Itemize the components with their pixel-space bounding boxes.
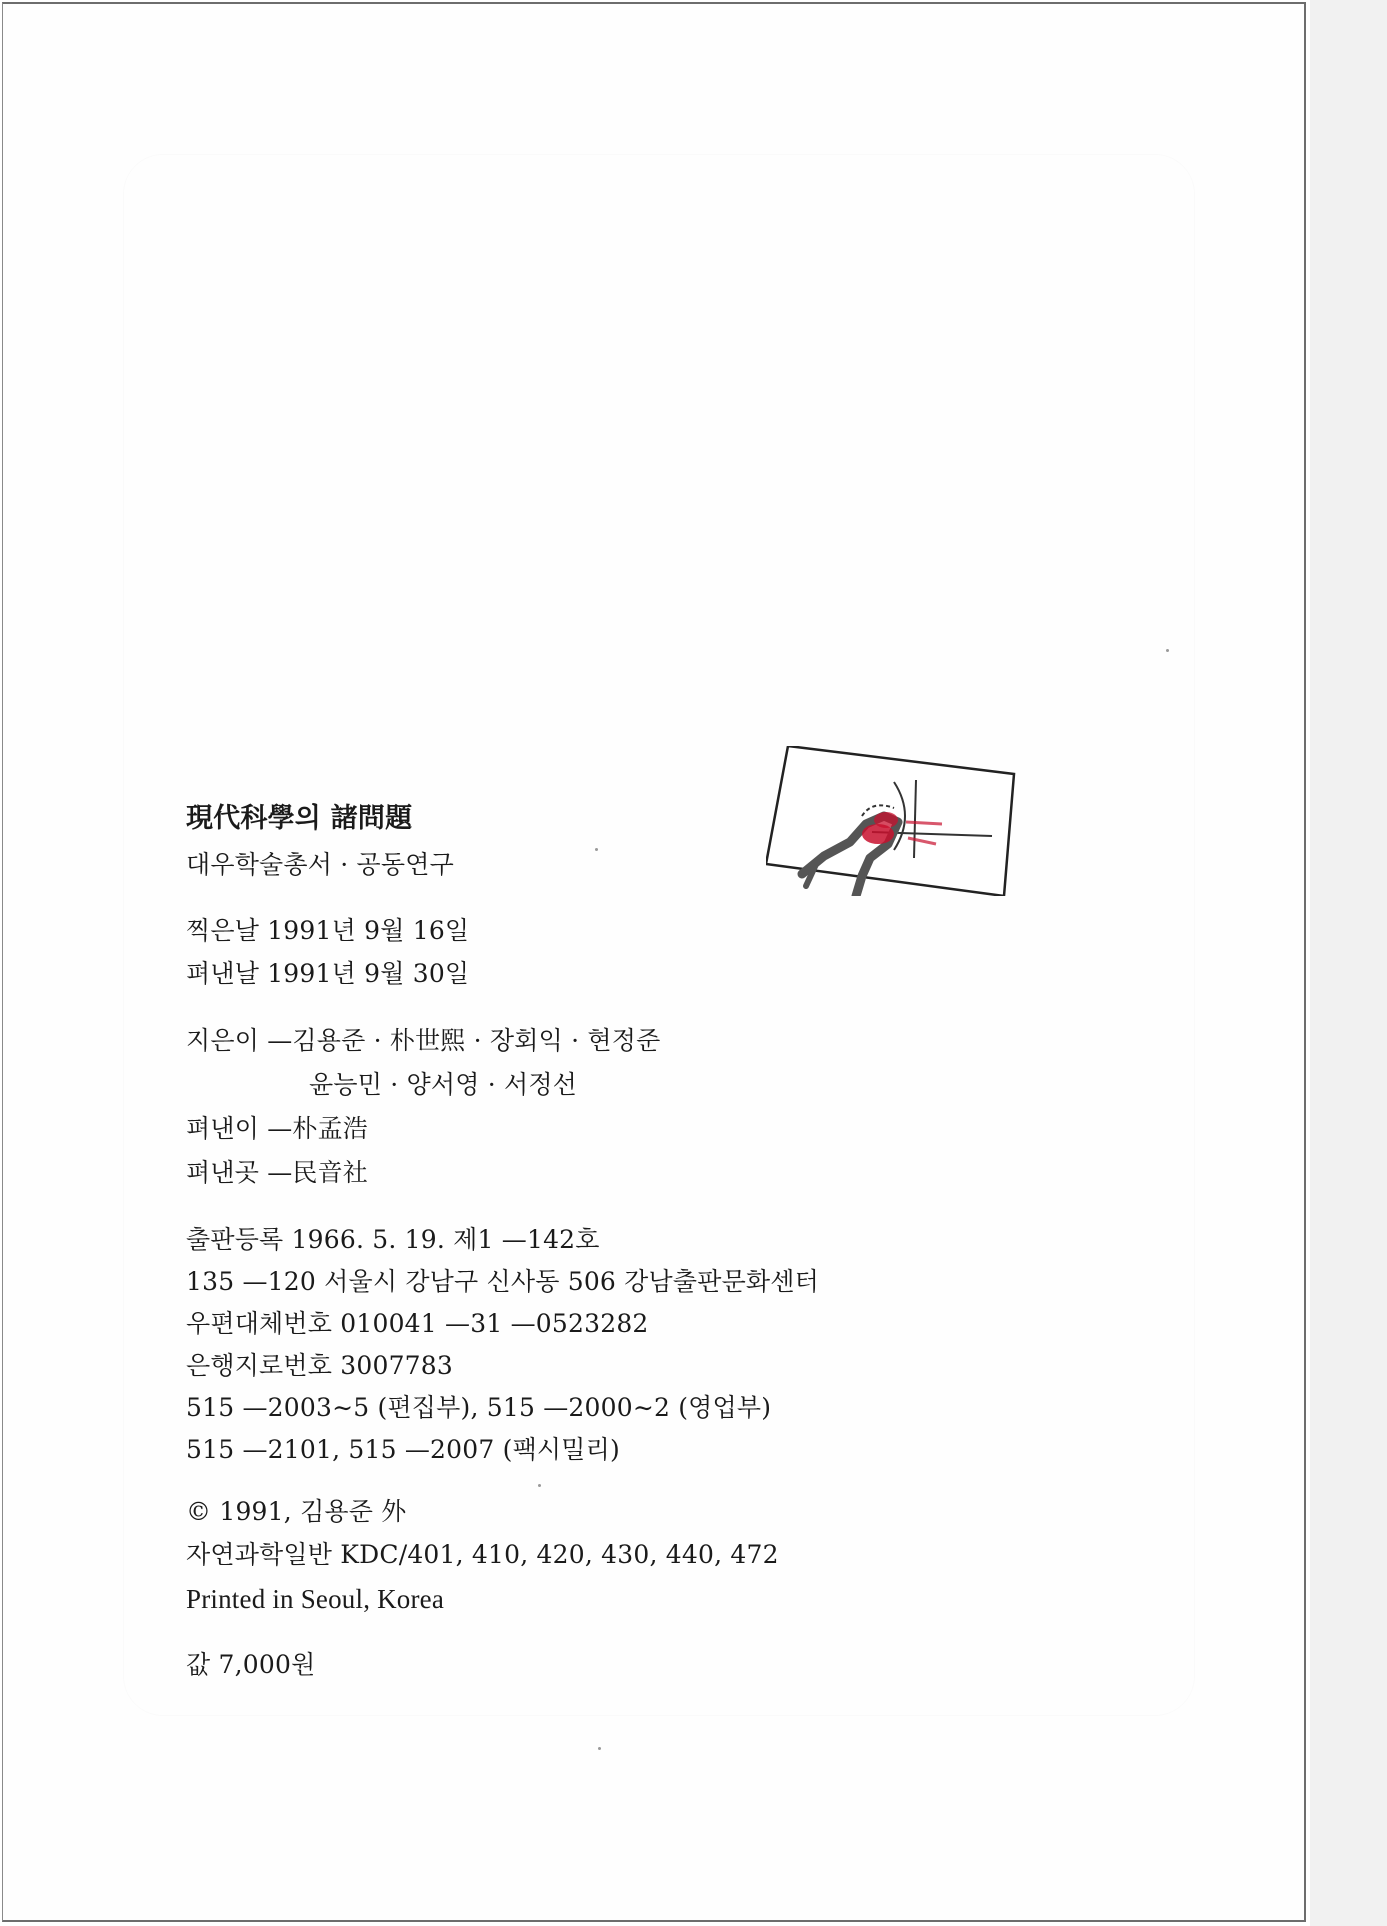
published-date: 펴낸날 1991년 9월 30일 — [186, 959, 470, 988]
book-page — [2, 2, 1306, 1922]
phone-line-1: 515 —2003∼5 (편집부), 515 —2000∼2 (영업부) — [186, 1393, 772, 1422]
paper-speck — [598, 1747, 601, 1750]
printed-in-line: Printed in Seoul, Korea — [186, 1584, 445, 1614]
phone-line-2: 515 —2101, 515 —2007 (팩시밀리) — [186, 1435, 620, 1464]
authors-line-1: 지은이 —김용준 · 朴世熙 · 장회익 · 현정준 — [186, 1026, 661, 1055]
authors-line-2: 윤능민 · 양서영 · 서정선 — [309, 1070, 578, 1099]
postal-account-line: 우편대체번호 010041 —31 —0523282 — [186, 1309, 649, 1338]
paper-speck — [1166, 649, 1169, 652]
printed-date: 찍은날 1991년 9월 16일 — [186, 916, 470, 945]
price-line: 값 7,000원 — [186, 1650, 316, 1679]
viewer-background — [1310, 0, 1387, 1926]
publisher-seal-stamp — [766, 746, 1016, 896]
book-title: 現代科學의 諸問題 — [186, 803, 413, 834]
registration-line: 출판등록 1966. 5. 19. 제1 —142호 — [186, 1225, 600, 1254]
publisher-name: 펴낸곳 —民音社 — [186, 1158, 368, 1187]
bank-giro-line: 은행지로번호 3007783 — [186, 1351, 453, 1380]
paper-speck — [595, 848, 598, 851]
address-line: 135 —120 서울시 강남구 신사동 506 강남출판문화센터 — [186, 1267, 819, 1296]
publisher-person: 펴낸이 —朴孟浩 — [186, 1114, 368, 1143]
copyright-line: © 1991, 김용준 外 — [186, 1497, 407, 1526]
series-line: 대우학술총서 · 공동연구 — [186, 850, 454, 879]
paper-speck — [538, 1484, 541, 1487]
classification-line: 자연과학일반 KDC/401, 410, 420, 430, 440, 472 — [186, 1540, 779, 1569]
